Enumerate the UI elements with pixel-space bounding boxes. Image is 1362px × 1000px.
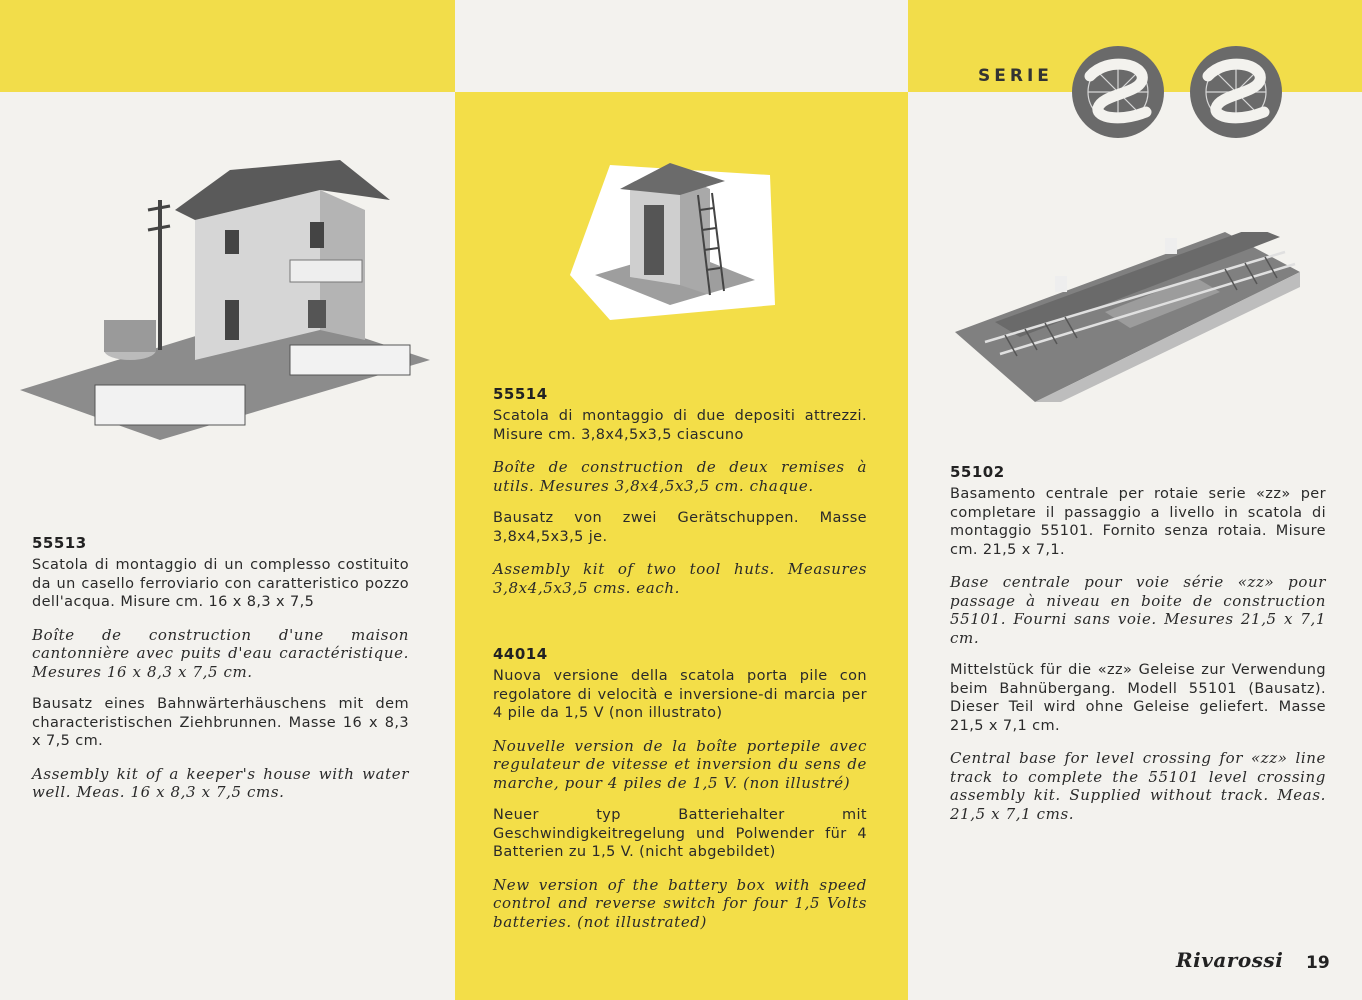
text-english: Assembly kit of two tool huts. Measures 3,8x4,5x3,5 cms. each. (493, 560, 867, 597)
serie-label: SERIE (978, 66, 1053, 86)
product-code: 55102 (950, 463, 1005, 481)
product-55513 (32, 534, 409, 816)
text-italian: Nuova versione della scatola porta pile con regolatore di velocità e inversione-di marcia per 4 pile da 1,5 V (non illustrato) (493, 668, 867, 721)
top-left-yellow-band (0, 0, 455, 92)
brand-logo: Rivarossi (1176, 948, 1284, 972)
text-french: Boîte de construction de deux remises à utils. Mesures 3,8x4,5x3,5 cm. chaque. (493, 458, 867, 495)
product-55514 (493, 385, 867, 611)
keeper-house-model (20, 160, 430, 440)
zz-wheel-logo (1068, 46, 1296, 138)
text-german: Bausatz von zwei Gerätschuppen. Masse 3,8x4,5x3,5 je. (493, 510, 867, 545)
text-italian: Basamento centrale per rotaie serie «zz» per completare il passaggio a livello in scatola di montaggio 55101. Fornito senza rotaia. Misure cm. 21,5 x 7,1. (950, 486, 1326, 558)
text-italian: Scatola di montaggio di un complesso costituito da un casello ferroviario con caratteristico pozzo dell'acqua. Misure cm. 16 x 8,3 x 7,5 (32, 557, 409, 610)
text-italian: Scatola di montaggio di due depositi attrezzi. Misure cm. 3,8x4,5x3,5 ciascuno (493, 408, 867, 443)
text-french: Nouvelle version de la boîte portepile avec regulateur de vitesse et inversion du sens de marche, pour 4 piles de 1,5 V. (non illustré) (493, 736, 867, 792)
product-code: 55514 (493, 385, 548, 403)
text-english: New version of the battery box with speed control and reverse switch for four 1,5 Volts batteries. (not illustrated) (493, 875, 867, 931)
product-code: 44014 (493, 645, 548, 663)
product-55102 (950, 463, 1326, 837)
text-english: Central base for level crossing for «zz» line track to complete the 55101 level crossing assembly kit. Supplied without track. Meas. 21,5 x 7,1 cms. (950, 749, 1326, 823)
text-french: Base centrale pour voie série «zz» pour passage à niveau en boite de construction 55101. Fourni sans voie. Mesures 21,5 x 7,1 cm. (950, 573, 1326, 647)
text-english: Assembly kit of a keeper's house with water well. Meas. 16 x 8,3 x 7,5 cms. (32, 764, 409, 801)
level-crossing-base-model (955, 232, 1300, 402)
product-code: 55513 (32, 534, 87, 552)
text-french: Boîte de construction d'une maison cantonnière avec puits d'eau caractéristique. Mesures 16 x 8,3 x 7,5 cm. (32, 625, 409, 681)
text-german: Bausatz eines Bahnwärterhäuschens mit dem characteristischen Ziehbrunnen. Masse 16 x 8,3 x 7,5 cm. (32, 696, 409, 749)
tool-hut-model (570, 155, 780, 320)
product-44014 (493, 645, 867, 945)
text-german: Mittelstück für die «zz» Geleise zur Verwendung beim Bahnübergang. Modell 55101 (Bausatz). Dieser Teil wird ohne Geleise geliefert. Masse 21,5 x 7,1 cm. (950, 662, 1326, 734)
text-german: Neuer typ Batteriehalter mit Geschwindigkeitregelung und Polwender für 4 Batterien zu 1,5 V. (nicht abgebildet) (493, 807, 867, 860)
page-number: 19 (1306, 953, 1330, 973)
